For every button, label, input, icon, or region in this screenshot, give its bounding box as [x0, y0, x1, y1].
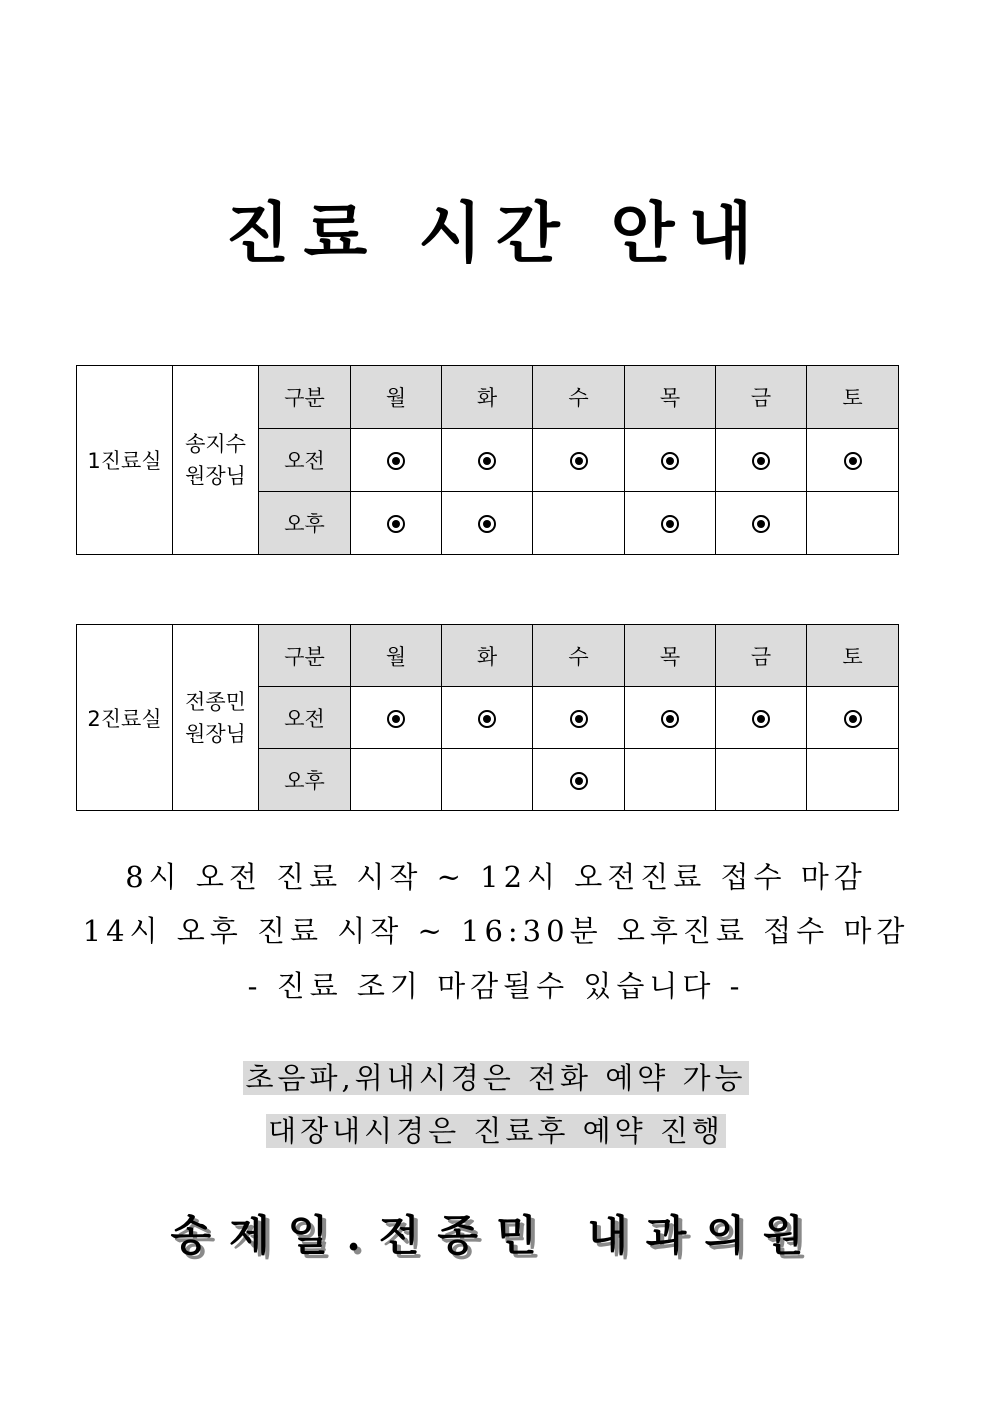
appointment-available-icon	[387, 515, 405, 533]
doctor-name-line1: 전종민	[185, 689, 246, 714]
slot-cell	[442, 749, 533, 811]
header-day-thu: 목	[625, 625, 716, 687]
colonoscopy-reservation-note	[0, 1111, 992, 1151]
slot-cell	[442, 429, 533, 492]
slot-cell	[716, 429, 807, 492]
header-day-fri: 금	[716, 625, 807, 687]
slot-cell	[533, 429, 625, 492]
header-day-tue: 화	[442, 625, 533, 687]
slot-cell	[625, 749, 716, 811]
slot-cell	[625, 687, 716, 749]
row-label-afternoon: 오후	[259, 492, 351, 555]
header-day-tue: 화	[442, 366, 533, 429]
schedule-table-room2	[76, 624, 899, 811]
highlight-text: 초음파,위내시경은 전화 예약 가능	[245, 1061, 747, 1095]
slot-cell	[351, 429, 442, 492]
slot-cell	[442, 492, 533, 555]
appointment-available-icon	[478, 710, 496, 728]
header-day-sat: 토	[807, 366, 899, 429]
doctor-name-line1: 송지수	[185, 432, 246, 456]
slot-cell	[533, 749, 625, 811]
header-day-mon: 월	[351, 625, 442, 687]
slot-cell	[351, 749, 442, 811]
appointment-available-icon	[661, 710, 679, 728]
doctor-title-line2: 원장님	[185, 464, 246, 488]
header-category: 구분	[259, 366, 351, 429]
header-category: 구분	[259, 625, 351, 687]
slot-cell	[625, 429, 716, 492]
appointment-available-icon	[844, 710, 862, 728]
room-label: 2진료실	[77, 625, 173, 811]
schedule-table-room1	[76, 365, 899, 555]
header-day-mon: 월	[351, 366, 442, 429]
slot-cell	[533, 687, 625, 749]
early-close-notice: - 진료 조기 마감될수 있습니다 -	[247, 969, 745, 1003]
slot-cell	[716, 749, 807, 811]
slot-cell	[716, 492, 807, 555]
row-label-morning: 오전	[259, 687, 351, 749]
appointment-available-icon	[570, 452, 588, 470]
header-day-wed: 수	[533, 366, 625, 429]
row-label-afternoon: 오후	[259, 749, 351, 811]
appointment-available-icon	[752, 710, 770, 728]
appointment-available-icon	[661, 515, 679, 533]
slot-cell	[807, 492, 899, 555]
slot-cell	[807, 749, 899, 811]
doctor-title-line2: 원장님	[185, 721, 246, 746]
appointment-available-icon	[478, 452, 496, 470]
appointment-available-icon	[387, 710, 405, 728]
header-day-thu: 목	[625, 366, 716, 429]
row-label-morning: 오전	[259, 429, 351, 492]
header-day-wed: 수	[533, 625, 625, 687]
slot-cell	[442, 687, 533, 749]
slot-cell	[625, 492, 716, 555]
appointment-available-icon	[661, 452, 679, 470]
hours-afternoon-text: 14시 오후 진료 시작 ~ 16:30분 오후진료 접수 마감	[82, 914, 910, 948]
slot-cell	[351, 492, 442, 555]
slot-cell	[533, 492, 625, 555]
appointment-available-icon	[387, 452, 405, 470]
appointment-available-icon	[752, 452, 770, 470]
appointment-available-icon	[844, 452, 862, 470]
hours-morning-text: 8시 오전 진료 시작 ~ 12시 오전진료 접수 마감	[125, 860, 867, 894]
appointment-available-icon	[752, 515, 770, 533]
appointment-available-icon	[570, 772, 588, 790]
appointment-available-icon	[570, 710, 588, 728]
slot-cell	[351, 687, 442, 749]
room-label: 1진료실	[77, 366, 173, 555]
appointment-available-icon	[478, 515, 496, 533]
slot-cell	[807, 429, 899, 492]
page-title: 진료 시간 안내	[225, 194, 767, 272]
highlight-text: 대장내시경은 진료후 예약 진행	[268, 1114, 724, 1148]
doctor-name	[173, 625, 259, 811]
header-day-fri: 금	[716, 366, 807, 429]
header-day-sat: 토	[807, 625, 899, 687]
doctor-name	[173, 366, 259, 555]
endoscopy-reservation-note	[0, 1058, 992, 1098]
slot-cell	[807, 687, 899, 749]
slot-cell	[716, 687, 807, 749]
clinic-name: 송제일.전종민 내과의원	[170, 1211, 822, 1260]
